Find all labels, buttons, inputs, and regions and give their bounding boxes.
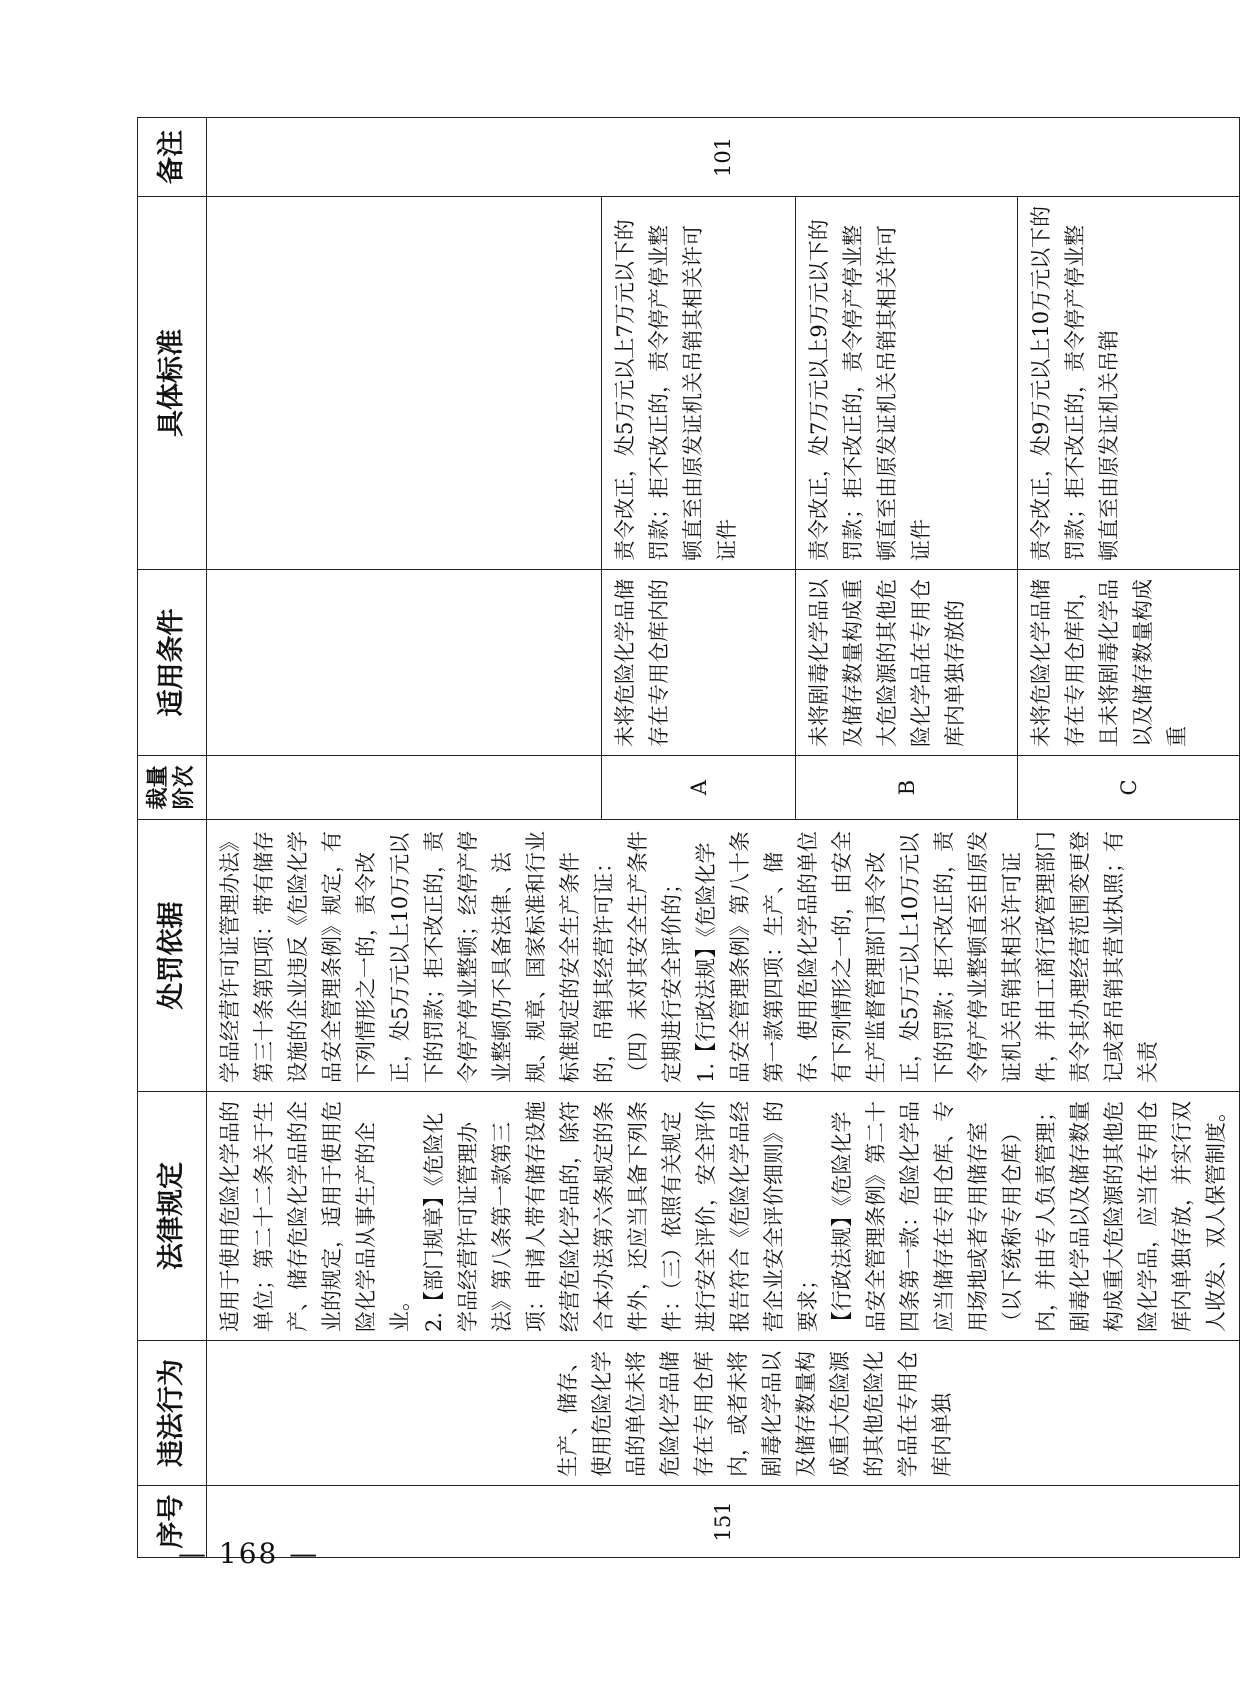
seq-cell: 151	[207, 1486, 1240, 1558]
level-cell-top	[207, 756, 602, 820]
rotated-table-stage	[137, 118, 1228, 1558]
cond-a: 未将危险化学品储存在专用仓库内的	[602, 570, 796, 756]
penalty-table	[137, 117, 1240, 1558]
law-text-2: 2.【部门规章】《危险化学品经营许可证管理办法》第八条第一款第三项：申请人带有储存设施经营危险化学品的，除符合本办法第六条规定的条件外，还应当具备下列条件：（三）依照有关规定进行安全评价，安全评价报告符合《危险化学品经营企业安全评价细则》的要求；	[422, 1101, 820, 1332]
cond-c: 未将危险化学品储存在专用仓库内，且未将剧毒化学品以及储存数量构成重	[1018, 570, 1240, 756]
law-cell	[207, 1092, 1240, 1341]
law-text-3: 【行政法规】《危险化学品安全管理条例》第二十四条第一款：危险化学品应当储存在专用仓库、专用场地或者专用储存室（以下统称专用仓库）内，并由专人负责管理；剧毒化学品以及储存数量构成重大危险源的其他危险化学品，应当在专用仓库内单独存放，并实行双人收发、双人保管制度。	[830, 1101, 1228, 1332]
basis-text-1: 学品经营许可证管理办法》第三十条第四项：带有储存设施的企业违反《危险化学品安全管理条例》规定，有下列情形之一的，责令改正，处5万元以上10万元以下的罚款；拒不改正的，责令停产停业整顿；经停产停业整顿仍不具备法律、法规、规章、国家标准和行业标准规定的安全生产条件的，吊销其经营许可证：（四）未对其安全生产条件定期进行安全评价的；	[218, 831, 684, 1083]
std-c: 责令改正，处9万元以上10万元以下的罚款；拒不改正的，责令停产停业整顿直至由原发证机关吊销	[1018, 197, 1240, 570]
header-cond: 适用条件	[138, 570, 207, 756]
act-cell: 生产、储存、使用危险化学品的单位未将危险化学品储存在专用仓库内，或者未将剧毒化学品以及储存数量构成重大危险源的其他危险化学品在专用仓库内单独	[207, 1341, 1240, 1486]
std-b: 责令改正，处7万元以上9万元以下的罚款；拒不改正的，责令停产停业整顿直至由原发证机关吊销其相关许可证件	[796, 197, 1018, 570]
header-basis: 处罚依据	[138, 820, 207, 1092]
basis-text-2: 1.【行政法规】《危险化学品安全管理条例》第八十条第一款第四项：生产、储存、使用危险化学品的单位有下列情形之一的，由安全生产监督管理部门责令改正，处5万元以上10万元以下的罚款；拒不改正的，责令停产停业整顿直至由原发证机关吊销其相关许可证件，并由工商行政管理部门责令其办理经营范围变更登记或者吊销其营业执照；有关责	[694, 831, 1160, 1083]
level-c: C	[1018, 756, 1240, 820]
header-seq: 序号	[138, 1486, 207, 1558]
header-std: 具体标准	[138, 197, 207, 570]
level-b: B	[796, 756, 1018, 820]
law-text-1: 适用于使用危险化学品的单位；第二十二条关于生产、储存危险化学品的企业的规定，适用于使用危险化学品从事生产的企业。	[218, 1101, 412, 1332]
cond-cell-top	[207, 570, 602, 756]
std-a: 责令改正，处5万元以上7万元以下的罚款；拒不改正的，责令停产停业整顿直至由原发证机关吊销其相关许可证件	[602, 197, 796, 570]
header-law: 法律规定	[138, 1092, 207, 1341]
header-level: 裁量阶次	[138, 756, 207, 820]
std-cell-top	[207, 197, 602, 570]
page-number: — 168 —	[178, 1537, 320, 1570]
cond-b: 未将剧毒化学品以及储存数量构成重大危险源的其他危险化学品在专用仓库内单独存放的	[796, 570, 1018, 756]
basis-cell	[207, 820, 1240, 1092]
level-a: A	[602, 756, 796, 820]
table-row	[207, 118, 602, 1558]
note-cell: 101	[207, 118, 1240, 197]
header-row	[138, 118, 207, 1558]
header-note: 备注	[138, 118, 207, 197]
header-act: 违法行为	[138, 1341, 207, 1486]
